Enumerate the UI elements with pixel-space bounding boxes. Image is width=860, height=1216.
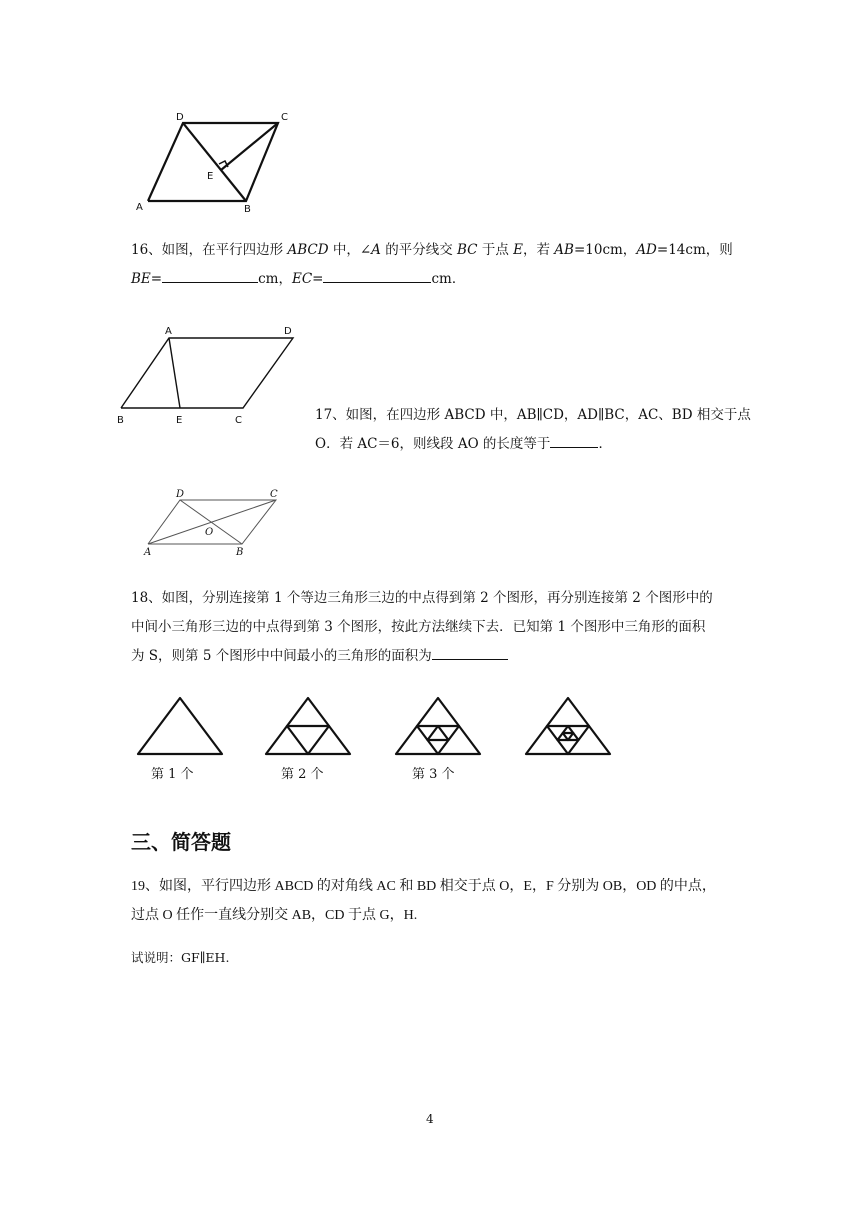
label-a: A [144, 547, 152, 558]
question-16-line-2: BE= cm，EC= cm． [131, 264, 465, 294]
caption-3: 第 3 个 [412, 767, 455, 782]
label-o: O [205, 527, 214, 538]
figure-parallelogram-perpendicular [128, 106, 303, 218]
question-19-line-1: 19、如图，平行四边形 ABCD 的对角线 AC 和 BD 相交于点 O，E，F 分别为 OB，OD 的中点， [131, 879, 716, 894]
question-18-line-1: 18、如图，分别连接第 1 个等边三角形三边的中点得到第 2 个图形，再分别连接第 2 个图形中的 [131, 590, 713, 606]
label-a: A [136, 202, 143, 213]
caption-2: 第 2 个 [281, 767, 324, 782]
label-d: D [284, 326, 292, 337]
question-17-line-1: 17、如图，在四边形 ABCD 中，AB∥CD，AD∥BC，AC、BD 相交于点 [315, 407, 751, 423]
label-b: B [236, 547, 244, 558]
figure-parallelogram-angle-bisector [112, 322, 304, 430]
figure-triangle-sequence [126, 692, 620, 790]
label-b: B [244, 204, 251, 215]
question-19-line-2: 过点 O 任作一直线分别交 AB，CD 于点 G，H. [131, 908, 418, 923]
section-title: 三、简答题 [131, 830, 231, 854]
triangle-2 [266, 698, 350, 754]
label-d: D [176, 489, 185, 500]
label-a: A [165, 326, 172, 337]
triangle-3 [396, 698, 480, 754]
label-c: C [270, 489, 278, 500]
question-16-line-1: 16、如图，在平行四边形 ABCD 中，∠A 的平分线交 BC 于点 E，若 AB=10cm，AD=14cm，则 [131, 242, 733, 258]
question-18-line-3: 为 S，则第 5 个图形中中间最小的三角形的面积为 [131, 641, 508, 671]
label-b: B [117, 415, 124, 426]
figure-parallelogram-diagonals [138, 486, 286, 560]
label-e: E [207, 171, 214, 182]
label-d: D [176, 112, 184, 123]
answer-blank-be[interactable] [162, 268, 258, 283]
triangle-1 [138, 698, 222, 754]
question-19-instruction: 试说明：GF∥EH. [131, 950, 230, 965]
question-18-line-2: 中间小三角形三边的中点得到第 3 个图形，按此方法继续下去．已知第 1 个图形中三角形的面积 [131, 619, 706, 635]
label-e: E [176, 415, 183, 426]
answer-blank-ao[interactable] [550, 433, 598, 448]
answer-blank-area[interactable] [432, 645, 508, 660]
triangle-4 [526, 698, 610, 754]
page-number: 4 [426, 1112, 434, 1126]
label-c: C [235, 415, 242, 426]
label-c: C [281, 112, 288, 123]
question-17-line-2: O．若 AC＝6，则线段 AO 的长度等于 ． [315, 429, 612, 459]
answer-blank-ec[interactable] [323, 268, 431, 283]
caption-1: 第 1 个 [151, 767, 194, 782]
